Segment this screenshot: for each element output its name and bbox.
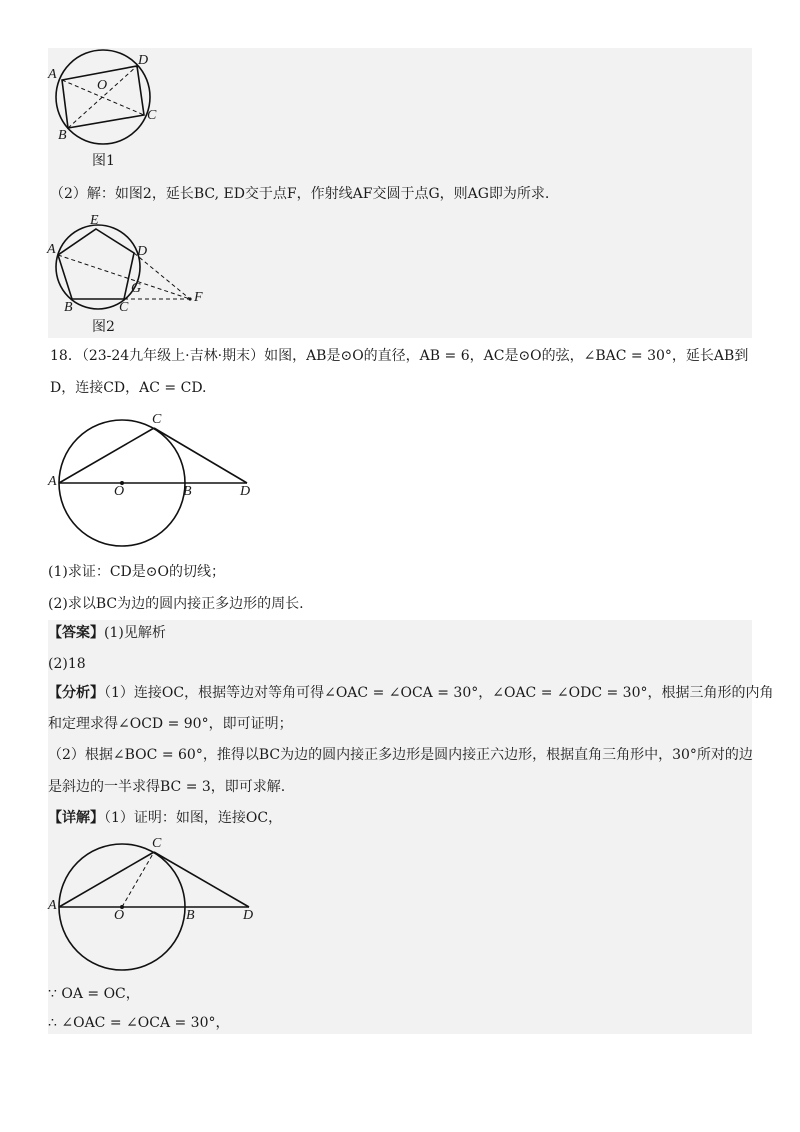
fig2-label-g: G: [131, 281, 142, 296]
fig4-label-a: A: [48, 898, 57, 913]
question-2: (2)求以BC为边的圆内接正多边形的周长.: [48, 596, 304, 612]
analysis-tag: 【分析】: [48, 685, 104, 701]
fig3-label-a: A: [48, 474, 57, 489]
problem18-line1: 18．（23-24九年级上·吉林·期末）如图，AB是⊙O的直径，AB = 6，AC是⊙O的弦，∠BAC = 30°，延长AB到: [50, 348, 749, 364]
fig1-label-d: D: [138, 53, 149, 68]
fig2-label-a: A: [47, 242, 56, 257]
fig4-label-b: B: [186, 908, 195, 923]
fig3-label-d: D: [240, 484, 251, 499]
answer-part1: (1)见解析: [104, 625, 166, 641]
fig3-label-b: B: [183, 484, 192, 499]
analysis-line3: （2）根据∠BOC = 60°，推得以BC为边的圆内接正多边形是圆内接正六边形，根据直角三角形中，30°所对的边: [48, 747, 753, 763]
step-2: ∴ ∠OAC = ∠OCA = 30°，: [48, 1015, 230, 1031]
detail-tag: 【详解】: [48, 810, 104, 826]
analysis-line4: 是斜边的一半求得BC = 3，即可求解.: [48, 779, 286, 795]
fig2-caption: 图2: [92, 319, 115, 335]
answer-tag: 【答案】: [48, 625, 104, 641]
fig3-label-o: O: [114, 484, 125, 499]
answer-part2: (2)18: [48, 656, 86, 672]
fig4-line-oc: [122, 852, 154, 907]
fig2-label-d: D: [137, 244, 148, 259]
question-1: (1)求证：CD是⊙O的切线；: [48, 564, 225, 580]
fig4-line-ac: [59, 852, 154, 907]
fig1-label-a: A: [48, 67, 57, 82]
fig1-label-o: O: [97, 78, 108, 93]
fig2-label-b: B: [64, 300, 73, 315]
fig4-label-o: O: [114, 908, 125, 923]
detail-text1: （1）证明：如图，连接OC，: [104, 810, 283, 826]
analysis-text1: （1）连接OC，根据等边对等角可得∠OAC = ∠OCA = 30°，∠OAC = ∠ODC = 30°，根据三角形的内角: [104, 685, 774, 701]
fig2-label-e: E: [90, 213, 99, 228]
fig4-label-c: C: [152, 836, 162, 851]
fig3-label-c: C: [152, 412, 162, 427]
fig1-caption: 图1: [92, 153, 115, 169]
fig2-label-f: F: [194, 290, 203, 305]
fig4-label-d: D: [243, 908, 254, 923]
analysis-line2: 和定理求得∠OCD = 90°，即可证明；: [48, 716, 293, 732]
problem18-line2: D，连接CD，AC = CD.: [50, 380, 207, 396]
step-1: ∵ OA = OC，: [48, 986, 140, 1002]
fig1-label-c: C: [147, 108, 157, 123]
fig4-line-cd: [154, 852, 249, 907]
fig2-label-c: C: [119, 300, 129, 315]
fig1-label-b: B: [58, 128, 67, 143]
part2-solution: （2）解：如图2，延长BC, ED交于点F，作射线AF交圆于点G，则AG即为所求.: [50, 186, 550, 202]
